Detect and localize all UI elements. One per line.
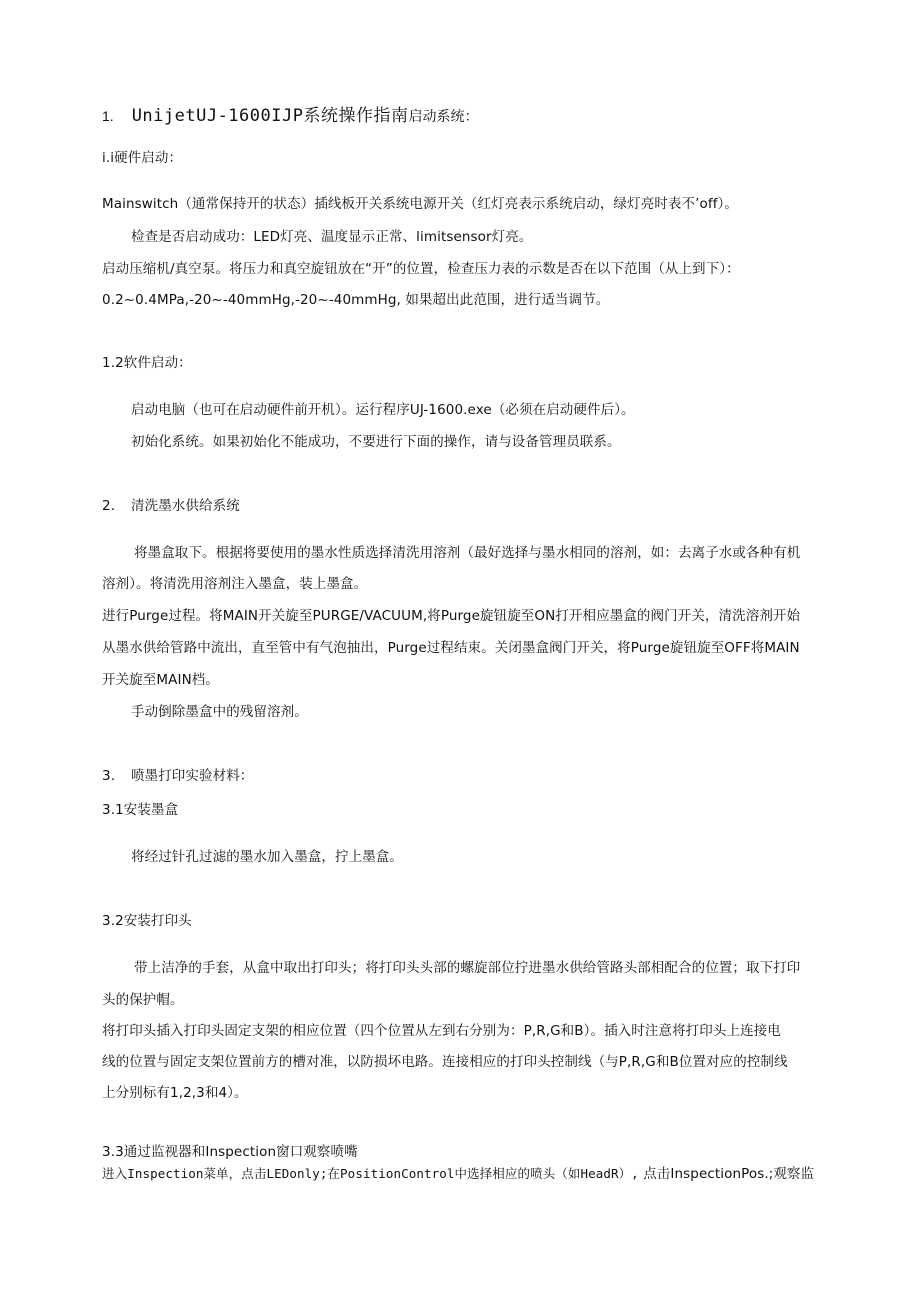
section-number: 2. [102, 498, 116, 514]
paragraph: 带上洁净的手套，从盒中取出打印头；将打印头头部的螺旋部位拧进墨水供给管路头部相配合的位置；取下打印 [134, 960, 801, 976]
paragraph: 0.2~0.4MPa,-20~-40mmHg,-20~-40mmHg, 如果超出此范围，进行适当调节。 [102, 292, 610, 308]
paragraph-tail: 点击InspectionPos.;观察监 [638, 1166, 815, 1182]
paragraph: 启动压缩机/真空泵。将压力和真空旋钮放在“开”的位置，检查压力表的示数是否在以下范围（从上到下）： [102, 261, 740, 277]
paragraph: 开关旋至MAIN档。 [102, 672, 219, 688]
paragraph: 线的位置与固定支架位置前方的槽对准，以防损坏电路。连接相应的打印头控制线（与P,R,G和B位置对应的控制线 [102, 1054, 788, 1070]
title-number: 1. [102, 108, 114, 124]
paragraph: 将打印头插入打印头固定支架的相应位置（四个位置从左到右分别为：P,R,G和B）。插入时注意将打印头上连接电 [102, 1023, 781, 1039]
section-title: 喷墨打印实验材料： [131, 768, 254, 784]
paragraph: 将经过针孔过滤的墨水加入墨盒，拧上墨盒。 [131, 849, 403, 865]
section-1-1-heading: i.i硬件启动： [102, 150, 183, 166]
section-2-heading [102, 496, 240, 516]
section-3-3-heading: 3.3通过监视器和Inspection窗口观察喷嘴 [102, 1144, 358, 1160]
paragraph: 溶剂）。将清洗用溶剂注入墨盒，装上墨盒。 [102, 576, 368, 592]
section-3-2-heading: 3.2安装打印头 [102, 913, 192, 929]
paragraph: 手动倒除墨盒中的残留溶剂。 [131, 704, 308, 720]
section-title: 清洗墨水供给系统 [131, 498, 240, 514]
paragraph [102, 1164, 814, 1184]
section-number: 3. [102, 768, 116, 784]
title-main: UnijetUJ-1600IJP系统操作指南 [131, 106, 409, 126]
document-title [102, 101, 478, 126]
paragraph: 上分别标有1,2,3和4）。 [102, 1085, 248, 1101]
paragraph: 检查是否启动成功：LED灯亮、温度显示正常、limitsensor灯亮。 [131, 229, 533, 245]
paragraph: 启动电脑（也可在启动硬件前开机）。运行程序UJ-1600.exe（必须在启动硬件后）。 [131, 402, 635, 418]
section-1-2-heading: 1.2软件启动： [102, 355, 192, 371]
paragraph-mono-part: 进入Inspection菜单，点击LEDonly;在PositionControl中选择相应的喷头（如HeadR）, [102, 1166, 639, 1181]
paragraph: 头的保护帽。 [102, 992, 184, 1008]
section-3-heading [102, 766, 253, 786]
paragraph: 进行Purge过程。将MAIN开关旋至PURGE/VACUUM,将Purge旋钮旋至ON打开相应墨盒的阀门开关，清洗溶剂开始 [102, 608, 801, 624]
paragraph: 初始化系统。如果初始化不能成功，不要进行下面的操作，请与设备管理员联系。 [131, 434, 621, 450]
title-tail: 启动系统： [408, 109, 479, 125]
paragraph: Mainswitch（通常保持开的状态）插线板开关系统电源开关（红灯亮表示系统启动，绿灯亮时表不’off）。 [102, 196, 739, 212]
paragraph: 将墨盒取下。根据将要使用的墨水性质选择清洗用溶剂（最好选择与墨水相同的溶剂，如：去离子水或各种有机 [134, 545, 801, 561]
section-3-1-heading: 3.1安装墨盒 [102, 802, 179, 818]
paragraph: 从墨水供给管路中流出，直至管中有气泡抽出，Purge过程结束。关闭墨盒阀门开关，将Purge旋钮旋至OFF将MAIN [102, 640, 800, 656]
